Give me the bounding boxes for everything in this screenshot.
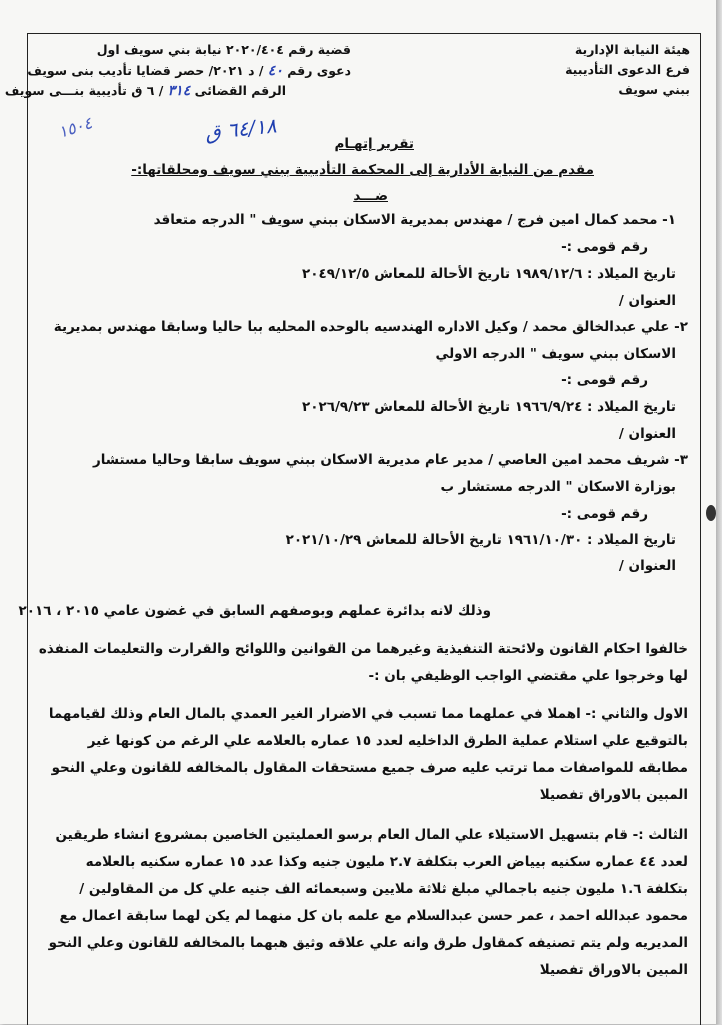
defendant-3-grade: بوزارة الاسكان " الدرجه مستشار ب [440,479,676,495]
violations-line-1: خالفوا احكام القانون ولائحتة التنفيذية وغيرهما من القوانين واللوائح والقرارت والتعليمات المنفذه [38,641,688,657]
report-subtitle: مقدم من النيابة الأدارية إلى المحكمة التأديبية ببني سويف ومحلقاتها:- [131,162,594,178]
defendant-3-national-id: رقم قومى :- [561,506,648,522]
charge-2-line-3: بتكلفة ١.٦ مليون جنيه باجمالي مبلغ ثلاثة ملايين وسبعمائه الف جنيه علي كل من المقاولين / [79,881,688,897]
charge-2-line-2: لعدد ٤٤ عماره سكنيه بيياض العرب بتكلفة ٢.٧ مليون جنيه وكذا عدد ١٥ عماره سكنيه بالعلامه [85,854,688,870]
charge-2-line-6: المبين بالاوراق تفصيلا [539,962,688,978]
violations-line-2: لها وخرجوا علي مقتضي الواجب الوظيفي بان :- [368,668,688,684]
charge-1-line-2: بالتوقيع علي استلام عملية الطرق الداخليه لعدد ١٥ عماره بالعلامه علي الرغم من كونها غير [87,733,688,749]
judicial-number-row [5,84,286,98]
defendant-2-name: ٢- علي عبدالخالق محمد / وكيل الاداره الهندسيه بالوحده المحليه ببا حاليا وسابقا مهندس بمديرية [53,319,688,335]
defendant-1-national-id: رقم قومى :- [561,239,648,255]
case-number: قضية رقم ٢٠٢٠/٤٠٤ نيابة بني سويف اول [96,42,351,57]
defendant-2-grade: الاسكان ببني سويف " الدرجه الاولي [435,346,676,362]
scan-edge [716,0,722,1024]
claim-handwritten-number: ٤٠ [267,63,283,79]
claim-number-row [27,64,351,78]
defendant-2-national-id: رقم قومى :- [561,372,648,388]
charge-1-line-1: الاول والثاني :- اهملا في عملهما مما تسبب في الاضرار الغير العمدي بالمال العام وذلك لقيامهما [48,706,688,722]
defendant-1-name: ١- محمد كمال امين فرج / مهندس بمديرية الاسكان ببني سويف " الدرجه متعاقد [153,212,676,228]
defendant-1-address: العنوان / [618,293,676,309]
page-border [27,33,701,1025]
judicial-suffix: / ٦ ق تأديبية بنـــى سويف [4,83,164,98]
city-name: ببني سويف [618,82,690,97]
charge-2-line-5: المديريه ولم يتم تصنيفه كمقاول طرق وانه علي علاقه وثيق هبهما بالمخالفه للقانون وعلي النحو [48,935,688,951]
judicial-prefix: الرقم القضائى [194,83,286,98]
defendant-3-name: ٣- شريف محمد امين العاصي / مدير عام مديرية الاسكان ببني سويف سابقا وحاليا مستشار [92,452,688,468]
charge-1-line-4: المبين بالاوراق تفصيلا [539,787,688,803]
defendant-3-address: العنوان / [618,558,676,574]
defendant-3-dates: تاريخ الميلاد : ١٩٦١/١٠/٣٠ تاريخ الأحالة للمعاش ٢٠٢١/١٠/٢٩ [285,532,676,548]
claim-prefix: دعوى رقم [287,63,351,78]
charge-2-line-4: محمود عبدالله احمد ، عمر حسن عبدالسلام مع علمه بان كل منهما لم يكن لهما سابقة اعمال مع [59,908,688,924]
handwritten-note: ٦٤/١٨ ق [203,113,278,145]
against-label: ضـــد [353,188,388,204]
charge-2-line-1: الثالث :- قام بتسهيل الاستيلاء علي المال العام برسو العمليتين الخاصين بمشروع انشاء طريقين [55,827,688,843]
branch-name: فرع الدعوى التأديبية [565,62,690,77]
claim-suffix: / د ٢٠٢١/ حصر قضايا تأديب بنى سويف [27,63,264,78]
handwritten-scribble: ١٥٠٤ [55,113,95,142]
context-paragraph: وذلك لانه بدائرة عملهم وبوصفهم السابق في غضون عامي ٢٠١٥ ، ٢٠١٦ [18,603,491,619]
defendant-1-dates: تاريخ الميلاد : ١٩٨٩/١٢/٦ تاريخ الأحالة للمعاش ٢٠٤٩/١٢/٥ [302,266,676,282]
defendant-2-dates: تاريخ الميلاد : ١٩٦٦/٩/٢٤ تاريخ الأحالة للمعاش ٢٠٢٦/٩/٢٣ [302,399,676,415]
judicial-handwritten-number: ٣١٤ [167,83,191,99]
defendant-2-address: العنوان / [618,426,676,442]
punch-hole [706,505,716,521]
report-title: تقرير إتهـام [334,136,414,152]
authority-name: هيئة النيابة الإدارية [574,42,690,57]
charge-1-line-3: مطابقه للمواصفات مما ترتب عليه صرف جميع مستحقات المقاول بالمخالفه للقانون وعلي النحو [51,760,688,776]
